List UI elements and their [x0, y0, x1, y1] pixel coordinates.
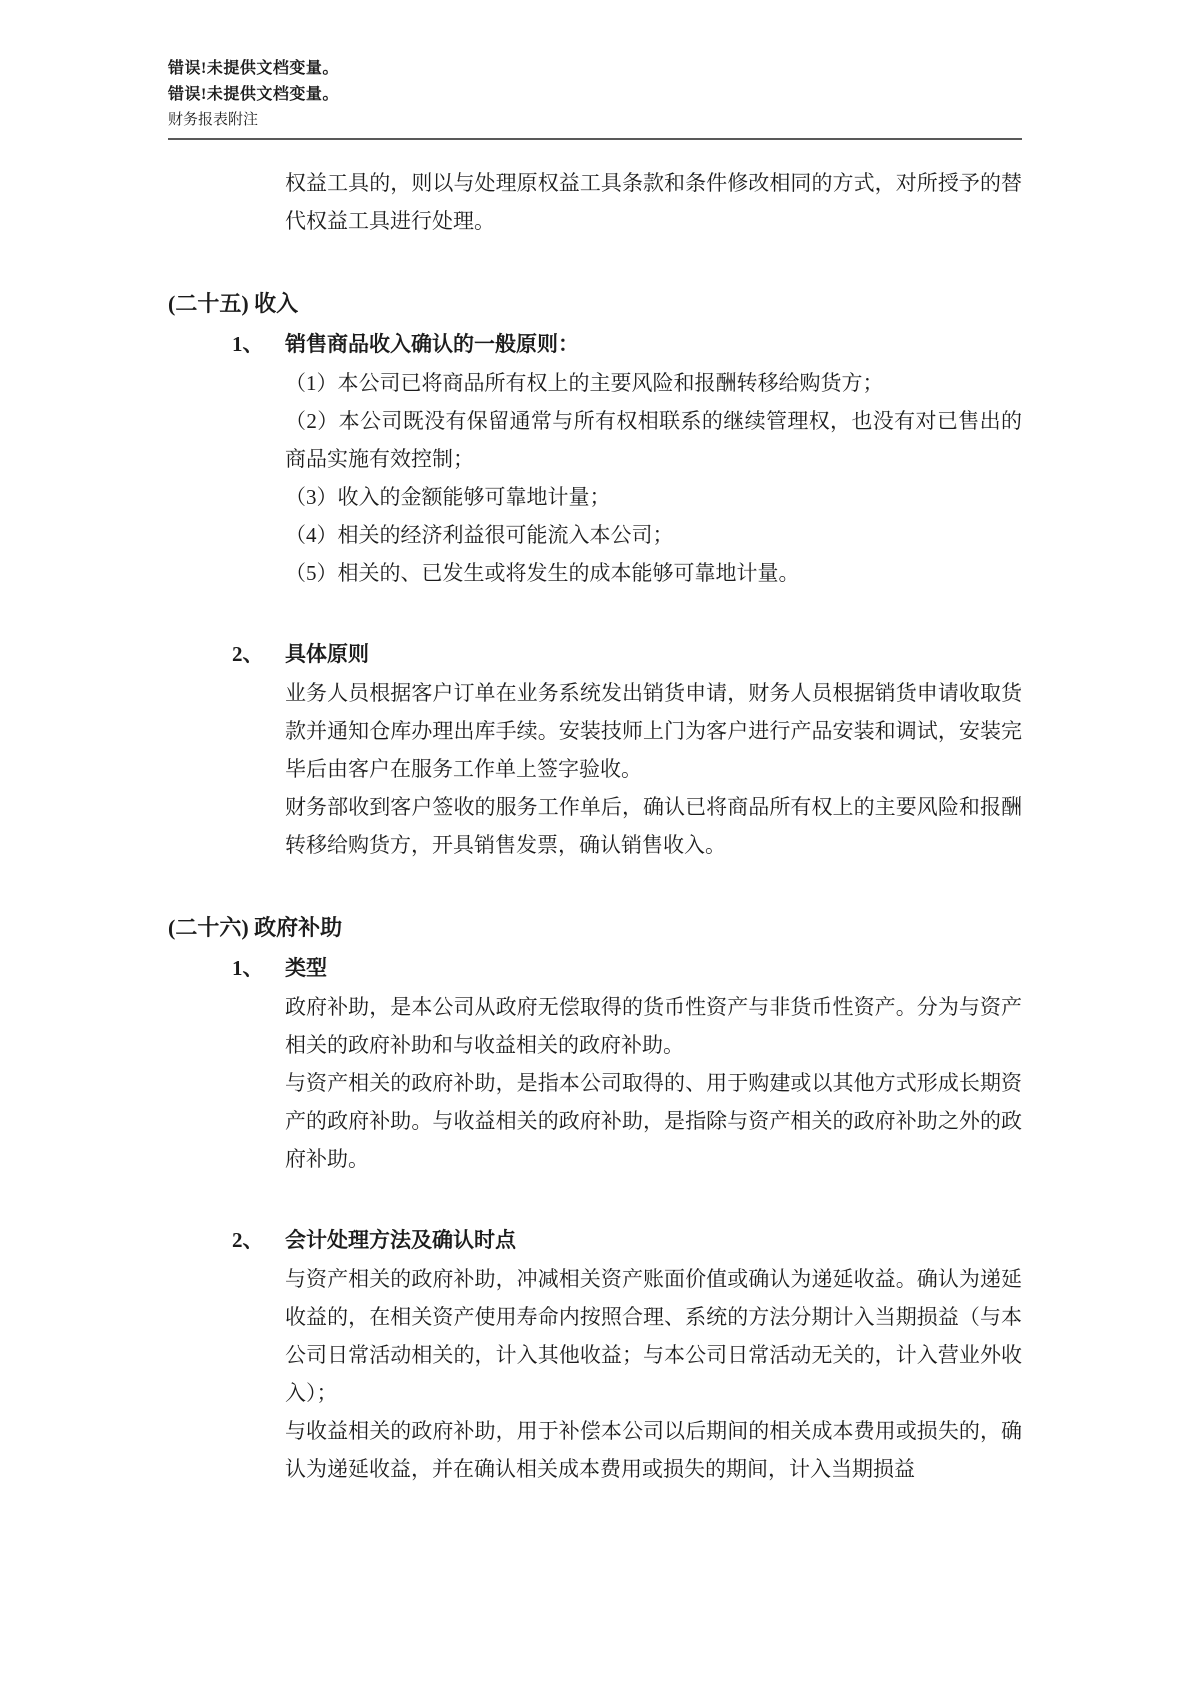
- item-heading-text: 销售商品收入确认的一般原则：: [285, 332, 579, 356]
- paragraph: （2）本公司既没有保留通常与所有权相联系的继续管理权，也没有对已售出的商品实施有效控制；: [285, 409, 1022, 471]
- item-heading-text: 会计处理方法及确认时点: [285, 1228, 516, 1252]
- paragraph: 政府补助，是本公司从政府无偿取得的货币性资产与非货币性资产。分为与资产相关的政府补助和与收益相关的政府补助。: [285, 995, 1022, 1057]
- document-body: [168, 164, 1022, 1488]
- item-number: 1、: [232, 956, 264, 980]
- section-title-government-grants: (二十六) 政府补助: [168, 915, 343, 940]
- header-subtitle: 财务报表附注: [168, 112, 259, 128]
- item-heading-text: 类型: [285, 956, 327, 980]
- page-header: [168, 56, 1022, 140]
- intro-paragraph: 权益工具的，则以与处理原权益工具条款和条件修改相同的方式，对所授予的替代权益工具进行处理。: [285, 171, 1022, 233]
- item-heading-revenue-general: [232, 324, 1022, 364]
- item-number: 2、: [232, 1228, 264, 1252]
- paragraph: （1）本公司已将商品所有权上的主要风险和报酬转移给购货方；: [285, 371, 884, 395]
- paragraph: （3）收入的金额能够可靠地计量；: [285, 485, 611, 509]
- paragraph: 业务人员根据客户订单在业务系统发出销货申请，财务人员根据销货申请收取货款并通知仓库办理出库手续。安装技师上门为客户进行产品安装和调试，安装完毕后由客户在服务工作单上签字验收。: [285, 681, 1022, 781]
- paragraph: 与收益相关的政府补助，用于补偿本公司以后期间的相关成本费用或损失的，确认为递延收益，并在确认相关成本费用或损失的期间，计入当期损益: [285, 1419, 1022, 1481]
- header-docvar-error-2: 错误!未提供文档变量。: [168, 86, 339, 103]
- section-title-revenue: (二十五) 收入: [168, 291, 299, 316]
- item-heading-revenue-specific: [232, 634, 1022, 674]
- item-heading-grant-accounting: [232, 1220, 1022, 1260]
- item-heading-grant-types: [232, 948, 1022, 988]
- paragraph: （5）相关的、已发生或将发生的成本能够可靠地计量。: [285, 561, 800, 585]
- item-number: 1、: [232, 332, 264, 356]
- item-heading-text: 具体原则: [285, 642, 369, 666]
- paragraph: 与资产相关的政府补助，冲减相关资产账面价值或确认为递延收益。确认为递延收益的，在相关资产使用寿命内按照合理、系统的方法分期计入当期损益（与本公司日常活动相关的，计入其他收益；与本公司日常活动无关的，计入营业外收入）；: [285, 1267, 1022, 1405]
- item-number: 2、: [232, 642, 264, 666]
- paragraph: （4）相关的经济利益很可能流入本公司；: [285, 523, 674, 547]
- header-docvar-error-1: 错误!未提供文档变量。: [168, 60, 339, 77]
- paragraph: 财务部收到客户签收的服务工作单后，确认已将商品所有权上的主要风险和报酬转移给购货方，开具销售发票，确认销售收入。: [285, 795, 1022, 857]
- paragraph: 与资产相关的政府补助，是指本公司取得的、用于购建或以其他方式形成长期资产的政府补助。与收益相关的政府补助，是指除与资产相关的政府补助之外的政府补助。: [285, 1071, 1022, 1171]
- header-rule: [168, 138, 1022, 140]
